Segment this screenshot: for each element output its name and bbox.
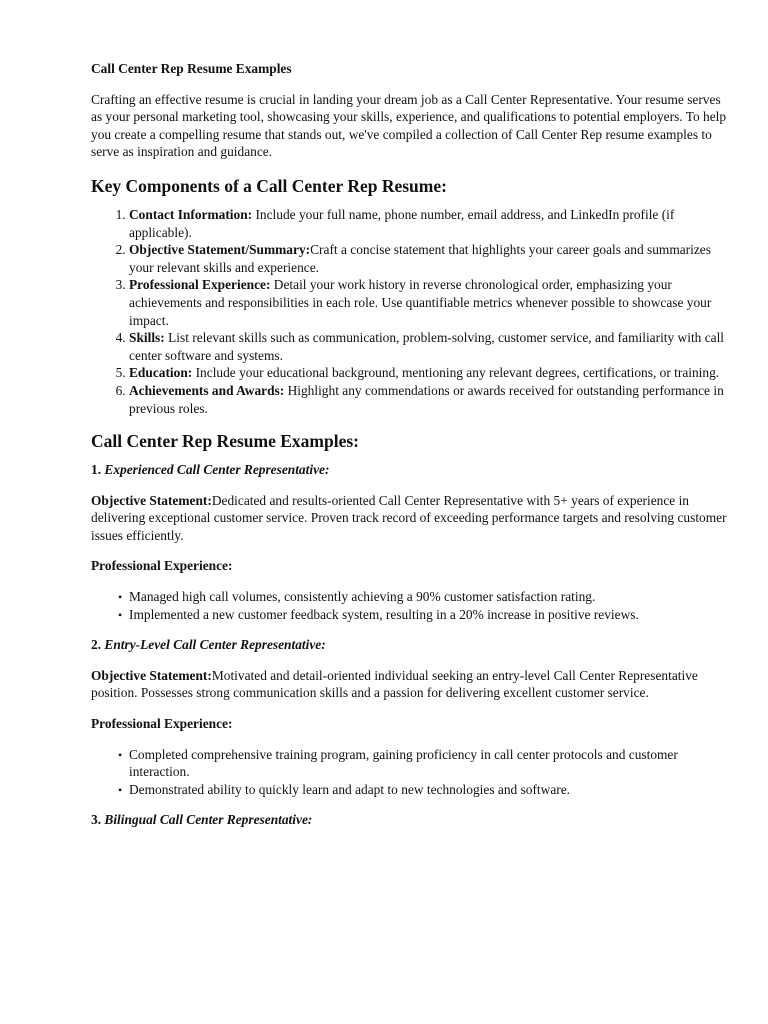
- objective-text: Dedicated and results-oriented Call Center Representative with 5+ years of experience in delivering exceptional customer service. Proven track record of exceeding performance targets and resolving customer issues efficiently.: [91, 492, 727, 543]
- bullet-icon: •: [118, 782, 123, 797]
- example-title: Bilingual Call Center Representative:: [104, 812, 313, 828]
- component-item: [129, 276, 731, 329]
- experience-list: [91, 746, 731, 799]
- component-item: [129, 382, 731, 417]
- experience-heading: Professional Experience:: [91, 716, 233, 732]
- component-text: List relevant skills such as communication, problem-solving, customer service, and familiarity with call center software and systems.: [129, 330, 725, 363]
- experience-item: [118, 781, 731, 799]
- experience-list: [91, 588, 731, 623]
- component-item: [129, 364, 731, 382]
- example-number: 1.: [91, 462, 102, 478]
- component-label: Objective Statement/Summary:: [129, 242, 311, 258]
- example-heading: [91, 461, 731, 479]
- component-label: Contact Information:: [129, 206, 253, 222]
- objective-text: Motivated and detail-oriented individual seeking an entry-level Call Center Representative position. Possesses strong communication skills and a passion for delivering excellent customer service.: [91, 667, 698, 701]
- bullet-icon: •: [118, 590, 123, 605]
- experience-item: [118, 606, 731, 624]
- component-text: Highlight any commendations or awards received for outstanding performance in previous roles.: [129, 382, 724, 416]
- intro-paragraph: Crafting an effective resume is crucial in landing your dream job as a Call Center Representative. Your resume serves as your personal marketing tool, showcasing your skills, experience, and qualifications to potential employers. To help you create a compelling resume that stands out, we've compiled a collection of Call Center Rep resume examples to serve as inspiration and guidance.: [91, 91, 727, 160]
- document-page: [91, 60, 731, 842]
- component-text: Include your full name, phone number, email address, and LinkedIn profile (if applicable).: [129, 206, 675, 240]
- component-text: Detail your work history in reverse chronological order, emphasizing your achievements and responsibilities in each role. Use quantifiable metrics whenever possible to showcase your impact.: [129, 277, 712, 328]
- experience-item: [118, 588, 731, 606]
- component-label: Education:: [129, 365, 193, 381]
- experience-text: Demonstrated ability to quickly learn and adapt to new technologies and software.: [129, 781, 571, 797]
- bullet-icon: •: [118, 607, 123, 622]
- component-label: Achievements and Awards:: [129, 382, 285, 398]
- component-text: Include your educational background, mentioning any relevant degrees, certifications, or training.: [192, 365, 720, 381]
- component-label: Professional Experience:: [129, 277, 271, 293]
- example-heading: [91, 636, 731, 654]
- example-heading: [91, 811, 731, 829]
- example-number: 2.: [91, 637, 102, 653]
- experience-heading: Professional Experience:: [91, 558, 233, 574]
- component-label: Skills:: [129, 330, 165, 346]
- example-title: Entry-Level Call Center Representative:: [104, 637, 326, 653]
- document-title: Call Center Rep Resume Examples: [91, 61, 292, 76]
- component-item: [129, 329, 731, 364]
- experience-item: [118, 746, 731, 781]
- bullet-icon: •: [118, 747, 123, 762]
- experience-text: Implemented a new customer feedback system, resulting in a 20% increase in positive reviews.: [129, 606, 639, 622]
- components-heading: Key Components of a Call Center Rep Resume:: [91, 175, 447, 196]
- component-item: [129, 241, 731, 276]
- objective-label: Objective Statement:: [91, 492, 212, 508]
- components-list: [91, 206, 731, 417]
- objective-label: Objective Statement:: [91, 667, 212, 683]
- example-number: 3.: [91, 812, 102, 828]
- component-item: [129, 206, 731, 241]
- experience-text: Completed comprehensive training program, gaining proficiency in call center protocols and customer interaction.: [129, 746, 678, 780]
- component-text: Craft a concise statement that highlights your career goals and summarizes your relevant skills and experience.: [129, 242, 711, 275]
- objective-statement: [91, 667, 731, 702]
- experience-text: Managed high call volumes, consistently achieving a 90% customer satisfaction rating.: [129, 589, 596, 605]
- example-title: Experienced Call Center Representative:: [104, 462, 330, 478]
- objective-statement: [91, 492, 731, 545]
- examples-heading: Call Center Rep Resume Examples:: [91, 431, 359, 452]
